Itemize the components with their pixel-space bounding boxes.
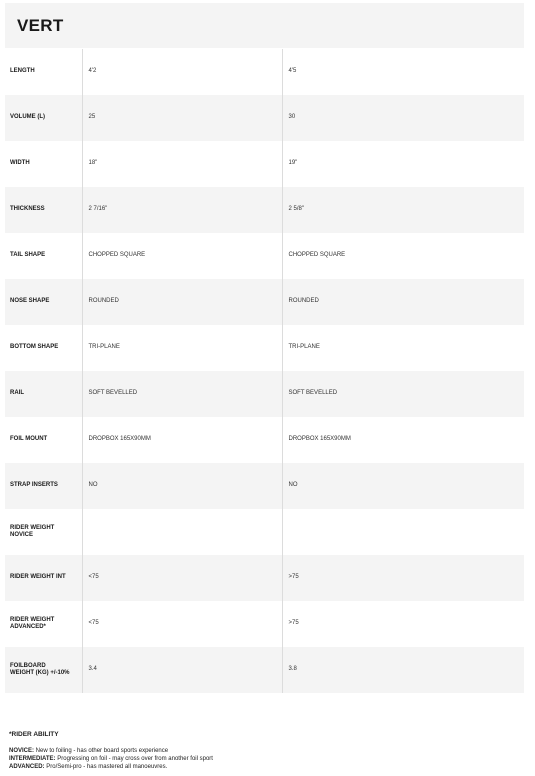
spec-value-model-2: TRI-PLANE	[288, 344, 320, 351]
spec-value-model-2: ROUNDED	[288, 298, 319, 305]
spec-value-model-1	[82, 509, 282, 555]
legend-novice-text: New to foiling - has other board sports experience	[34, 748, 169, 754]
table-row	[5, 279, 524, 325]
table-row	[5, 509, 524, 555]
spec-value-model-2: >75	[288, 620, 299, 627]
table-row	[5, 417, 524, 463]
table-row	[5, 49, 524, 95]
legend-title: *RIDER ABILITY	[9, 731, 59, 738]
spec-value-model-2: 30	[288, 114, 296, 121]
legend-intermediate-term: INTERMEDIATE:	[9, 756, 56, 762]
table-row	[5, 601, 524, 647]
spec-value-model-1: <75	[82, 601, 282, 647]
spec-label: RIDER WEIGHT NOVICE	[5, 509, 82, 555]
table-row	[5, 325, 524, 371]
legend-advanced-term: ADVANCED:	[9, 764, 45, 770]
spec-label: WIDTH	[5, 141, 82, 187]
spec-value-model-1: 3.4	[82, 647, 282, 693]
table-row	[5, 371, 524, 417]
rider-ability-legend	[9, 731, 519, 771]
table-row	[5, 463, 524, 509]
spec-value-model-1: 4'2	[82, 49, 282, 95]
spec-value-model-1: NO	[82, 463, 282, 509]
spec-value-model-2: 19"	[288, 160, 298, 167]
page-title: VERT	[17, 15, 64, 35]
spec-value-model-2: >75	[288, 574, 299, 581]
spec-value-model-2: NO	[288, 482, 298, 489]
title-bar	[5, 3, 524, 48]
spec-label: TAIL SHAPE	[5, 233, 82, 279]
spec-label: FOILBOARD WEIGHT (KG) +/-10%	[5, 647, 82, 693]
spec-label: NOSE SHAPE	[5, 279, 82, 325]
spec-value-model-2: 2 5/8"	[288, 206, 304, 213]
spec-value-model-2: DROPBOX 165X90MM	[288, 436, 351, 443]
spec-value-model-1: CHOPPED SQUARE	[82, 233, 282, 279]
spec-value-model-1: <75	[82, 555, 282, 601]
spec-label: LENGTH	[5, 49, 82, 95]
spec-value-model-2: 3.8	[288, 666, 297, 673]
spec-value-model-2: SOFT BEVELLED	[288, 390, 338, 397]
table-row	[5, 555, 524, 601]
spec-label: RAIL	[5, 371, 82, 417]
table-row	[5, 95, 524, 141]
table-row	[5, 187, 524, 233]
spec-value-model-2: 4'5	[288, 68, 297, 75]
spec-label: RIDER WEIGHT INT	[5, 555, 82, 601]
spec-value-model-1: ROUNDED	[82, 279, 282, 325]
spec-label: THICKNESS	[5, 187, 82, 233]
legend-novice	[9, 747, 519, 755]
legend-intermediate-text: Progressing on foil - may cross over from another foil sport	[55, 756, 213, 762]
legend-intermediate	[9, 755, 519, 763]
table-row	[5, 141, 524, 187]
spec-value-model-1: 25	[82, 95, 282, 141]
spec-value-model-1: TRI-PLANE	[82, 325, 282, 371]
spec-value-model-1: DROPBOX 165X90MM	[82, 417, 282, 463]
spec-value-model-1: 18"	[82, 141, 282, 187]
specs-table	[5, 49, 524, 693]
table-row	[5, 233, 524, 279]
spec-value-model-1: SOFT BEVELLED	[82, 371, 282, 417]
table-row	[5, 647, 524, 693]
spec-label: RIDER WEIGHT ADVANCED*	[5, 601, 82, 647]
specs-table-body	[5, 49, 524, 693]
legend-novice-term: NOVICE:	[9, 748, 35, 754]
spec-label: STRAP INSERTS	[5, 463, 82, 509]
legend-advanced	[9, 763, 519, 771]
spec-label: VOLUME (L)	[5, 95, 82, 141]
legend-advanced-text: Pro/Semi-pro - has mastered all manoeuvres.	[44, 764, 168, 770]
spec-value-model-1: 2 7/16"	[82, 187, 282, 233]
spec-label: FOIL MOUNT	[5, 417, 82, 463]
spec-label: BOTTOM SHAPE	[5, 325, 82, 371]
spec-value-model-2	[282, 509, 524, 555]
spec-value-model-2: CHOPPED SQUARE	[288, 252, 346, 259]
